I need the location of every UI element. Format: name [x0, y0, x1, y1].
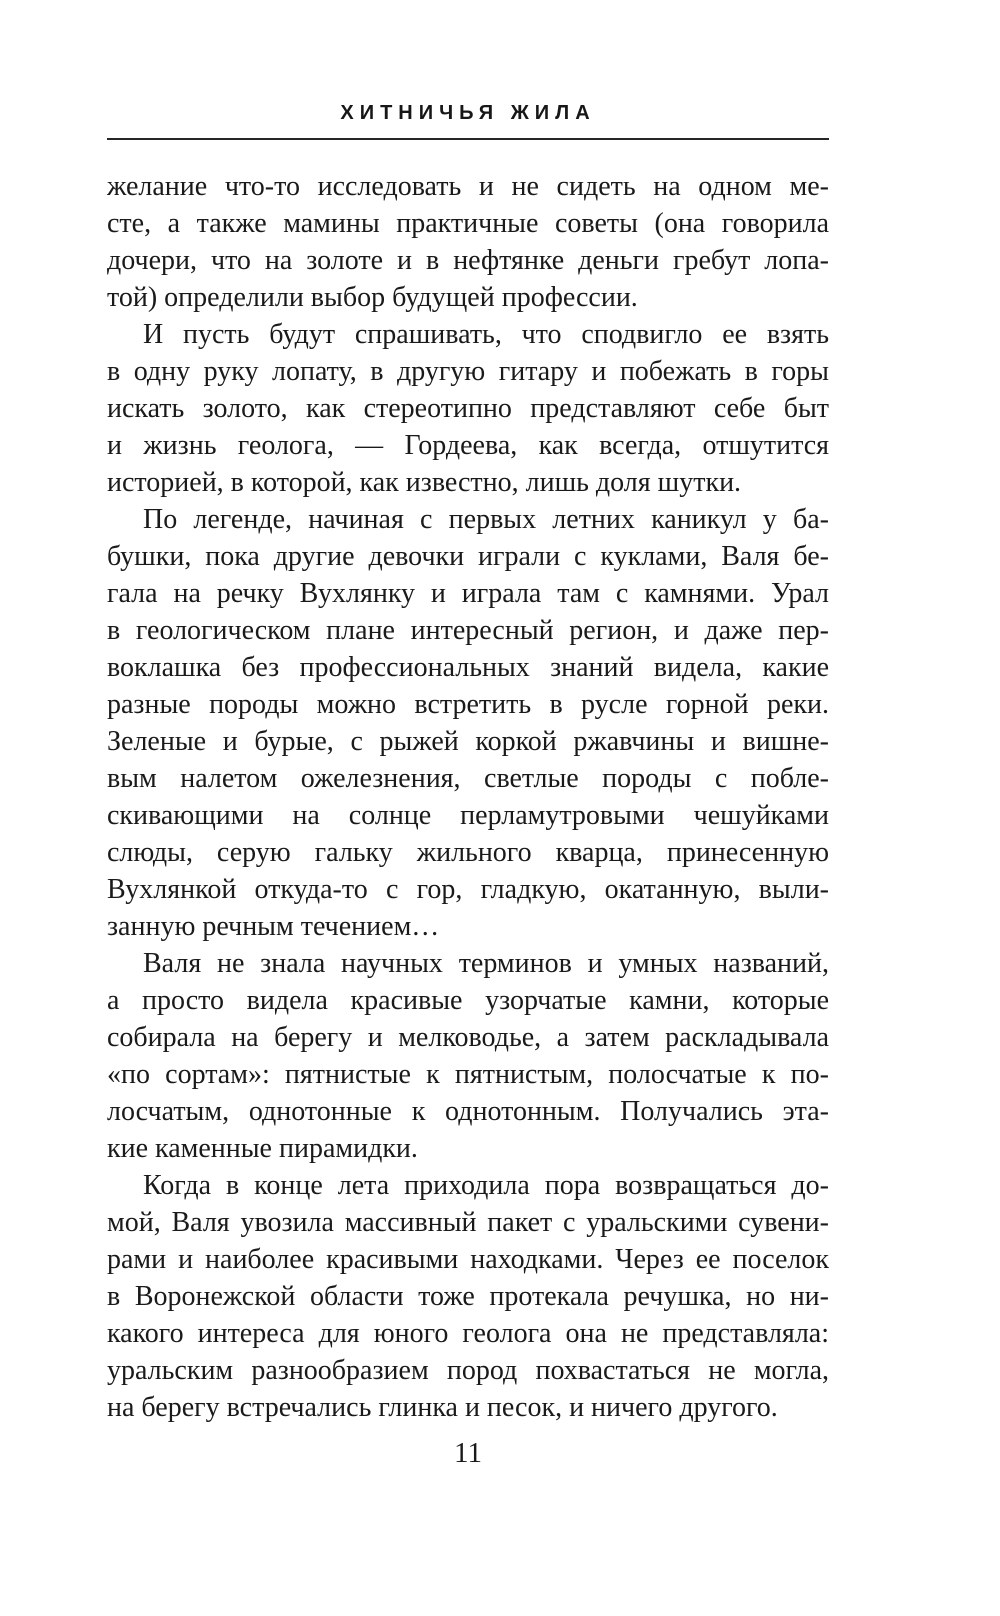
paragraph: [107, 168, 829, 316]
text-line: По легенде, начиная с первых летних каникул у ба-: [143, 504, 829, 535]
paragraph: [107, 1167, 829, 1426]
header-rule: [107, 138, 829, 140]
text-line: Зеленые и бурые, с рыжей коркой ржавчины и вишне-: [107, 726, 829, 757]
text-line: в одну руку лопату, в другую гитару и побежать в горы: [107, 356, 829, 387]
text-line: вым налетом ожелезнения, светлые породы с побле-: [107, 763, 829, 794]
text-line: искать золото, как стереотипно представляют себе быт: [107, 393, 829, 424]
text-line: той) определили выбор будущей профессии.: [107, 282, 638, 313]
text-line: слюды, серую гальку жильного кварца, принесенную: [107, 837, 829, 868]
text-line: а просто видела красивые узорчатые камни, которые: [107, 985, 829, 1016]
text-line: И пусть будут спрашивать, что сподвигло ее взять: [143, 319, 829, 350]
text-line: желание что-то исследовать и не сидеть на одном ме-: [107, 171, 829, 202]
text-line: «по сортам»: пятнистые к пятнистым, полосчатые к по-: [107, 1059, 829, 1090]
text-line: скивающими на солнце перламутровыми чешуйками: [107, 800, 829, 831]
text-line: уральским разнообразием пород похвастаться не могла,: [107, 1355, 829, 1386]
text-line: Когда в конце лета приходила пора возвращаться до-: [143, 1170, 829, 1201]
text-line: сте, а также мамины практичные советы (она говорила: [107, 208, 829, 239]
body-text: [107, 168, 829, 1426]
text-line: рами и наиболее красивыми находками. Через ее поселок: [107, 1244, 829, 1275]
text-line: гала на речку Вухлянку и играла там с камнями. Урал: [107, 578, 829, 609]
text-line: воклашка без профессиональных знаний видела, какие: [107, 652, 829, 683]
text-line: Вухлянкой откуда-то с гор, гладкую, окатанную, выли-: [107, 874, 829, 905]
text-line: мой, Валя увозила массивный пакет с уральскими сувени-: [107, 1207, 829, 1238]
text-line: историей, в которой, как известно, лишь доля шутки.: [107, 467, 742, 498]
text-line: в геологическом плане интересный регион, и даже пер-: [107, 615, 829, 646]
text-line: кие каменные пирамидки.: [107, 1133, 418, 1164]
text-line: собирала на берегу и мелководье, а затем раскладывала: [107, 1022, 829, 1053]
text-line: в Воронежской области тоже протекала речушка, но ни-: [107, 1281, 829, 1312]
running-header: ХИТНИЧЬЯ ЖИЛА: [340, 102, 596, 124]
text-line: Валя не знала научных терминов и умных названий,: [143, 948, 829, 979]
text-line: и жизнь геолога, — Гордеева, как всегда, отшутится: [107, 430, 829, 461]
text-line: бушки, пока другие девочки играли с куклами, Валя бе-: [107, 541, 829, 572]
page-number: 11: [454, 1437, 482, 1469]
text-column: [107, 0, 829, 1616]
text-line: лосчатым, однотонные к однотонным. Получались эта-: [107, 1096, 829, 1127]
text-line: дочери, что на золоте и в нефтянке деньги гребут лопа-: [107, 245, 829, 276]
text-line: какого интереса для юного геолога она не представляла:: [107, 1318, 829, 1349]
text-line: занную речным течением…: [107, 911, 440, 942]
paragraph: [107, 316, 829, 501]
paragraph: [107, 945, 829, 1167]
paragraph: [107, 501, 829, 945]
text-line: разные породы можно встретить в русле горной реки.: [107, 689, 829, 720]
text-line: на берегу встречались глинка и песок, и ничего другого.: [107, 1392, 778, 1423]
